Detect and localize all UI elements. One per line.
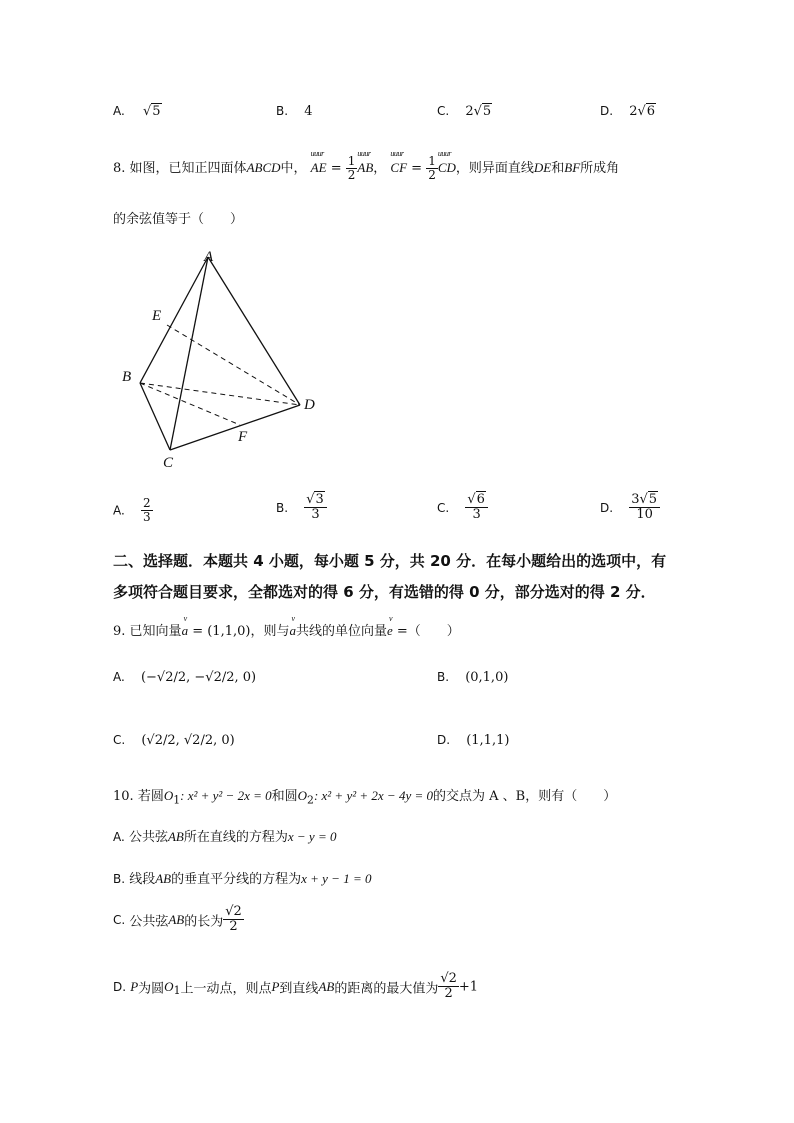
q8-option-c: C. $\frac{√6}{3}$ [437, 493, 488, 523]
vector-a: v a [181, 614, 189, 638]
fraction: $\frac{2}{3}$ [142, 496, 151, 525]
q9-option-b: B. (0,1,0) [437, 670, 509, 685]
vertex-label-d: D [304, 397, 315, 413]
option-value: (1,1,1) [466, 733, 510, 748]
vertex-label-b: B [122, 369, 132, 385]
solid-name: ABCD [246, 160, 281, 176]
section-heading-line1: 二、选择题．本题共 4 小题，每小题 5 分，共 20 分．在每小题给出的选项中，有 [113, 552, 667, 570]
option-label: C. [437, 104, 450, 118]
q9-option-a: A. (−√2/2, −√2/2, 0) [113, 670, 257, 685]
option-value: (−√2/2, −√2/2, 0) [140, 670, 257, 685]
q9-option-d: D. (1,1,1) [437, 733, 510, 748]
vertex-label-a: A [204, 249, 214, 265]
question-number: 9. [113, 624, 126, 639]
option-coef: 2 [465, 104, 474, 119]
sqrt-expression: √5 [142, 104, 161, 119]
fraction-half: $\frac{1}{2}$ [347, 154, 356, 183]
fraction: $\frac{3√5}{10}$ [629, 493, 660, 523]
q9-stem: 9. 已知向量 v a = (1,1,0)，则与 v a共线的单位向量 v e =（ ） [113, 614, 460, 639]
option-coef: 2 [629, 104, 638, 119]
q8-stem-line2: 的余弦值等于（ ） [113, 212, 244, 227]
question-number: 8. [113, 161, 126, 177]
option-value: (0,1,0) [465, 670, 509, 685]
edge-cd [170, 405, 300, 450]
vector-ab: uuur AB [357, 149, 374, 176]
q8-option-d: D. $\frac{3√5}{10}$ [600, 493, 660, 523]
fraction: $\frac{√2}{2}$ [225, 904, 242, 935]
question-number: 10. [113, 789, 134, 804]
vector-a: v a [289, 614, 296, 638]
option-label: A. [113, 104, 125, 118]
q10-option-d: D. P为圆$O_1$上一动点，则点P到直线AB的距离的最大值为 $\frac{√2}{2}$ +1 [113, 971, 479, 1002]
sqrt-expression: √6 [637, 104, 656, 119]
q10-stem: 10. 若圆$O_1$: x² + y² − 2x = 0和圆$O_2$: x² + y² + 2x − 4y = 0的交点为 A 、B，则有（ ） [113, 788, 617, 807]
option-label: D. [600, 104, 614, 118]
fraction: $\frac{√6}{3}$ [465, 493, 488, 523]
q8-option-b: B. $\frac{√3}{3}$ [276, 493, 327, 523]
segment-bf [140, 383, 240, 425]
section-heading-line2: 多项符合题目要求，全都选对的得 6 分，有选错的得 0 分，部分选对的得 2 分． [113, 583, 656, 601]
edge-ac [170, 257, 208, 450]
vector-cd: uuur CD [437, 149, 456, 176]
vector-ae: uuur AE [310, 149, 327, 176]
tetrahedron-figure [115, 245, 335, 475]
q7-option-a [113, 104, 162, 119]
fraction: $\frac{√3}{3}$ [304, 493, 327, 523]
option-value: 4 [304, 104, 313, 119]
q9-option-c: C. (√2/2, √2/2, 0) [113, 733, 235, 748]
fraction-half: $\frac{1}{2}$ [428, 154, 436, 183]
q10-option-b: B. 线段AB的垂直平分线的方程为x + y − 1 = 0 [113, 871, 372, 887]
fraction: $\frac{√2}{2}$ [440, 971, 457, 1002]
q10-option-c: C. 公共弦AB的长为 $\frac{√2}{2}$ [113, 904, 242, 935]
edge-bc [140, 383, 170, 450]
vector-cf: uuur CF [390, 149, 408, 176]
vertex-label-c: C [163, 455, 174, 471]
q8-option-a: A. $\frac{2}{3}$ [113, 496, 151, 525]
sqrt-expression: √5 [473, 104, 492, 119]
edge-bd [140, 383, 300, 405]
vertex-label-e: E [152, 308, 162, 324]
option-value: (√2/2, √2/2, 0) [141, 733, 235, 748]
q7-option-b [276, 104, 312, 119]
vector-e: v e [386, 614, 393, 638]
q8-stem-line1: 8. 如图，已知正四面体ABCD中， uuur AE = $\frac{1}{2}$ uuur AB， uuur CF = $\frac{1}{2}$ uuur CD，则异面直线DE和BF所成角 [113, 149, 620, 183]
vertex-label-f: F [238, 429, 248, 445]
q7-option-c [437, 104, 492, 119]
q7-option-d [600, 104, 656, 119]
edge-ad [208, 257, 300, 405]
q10-option-a: A. 公共弦AB所在直线的方程为x − y = 0 [113, 829, 337, 845]
option-label: B. [276, 104, 289, 118]
stem-text: 如图，已知正四面体 [129, 161, 247, 177]
edge-ab [140, 257, 208, 383]
